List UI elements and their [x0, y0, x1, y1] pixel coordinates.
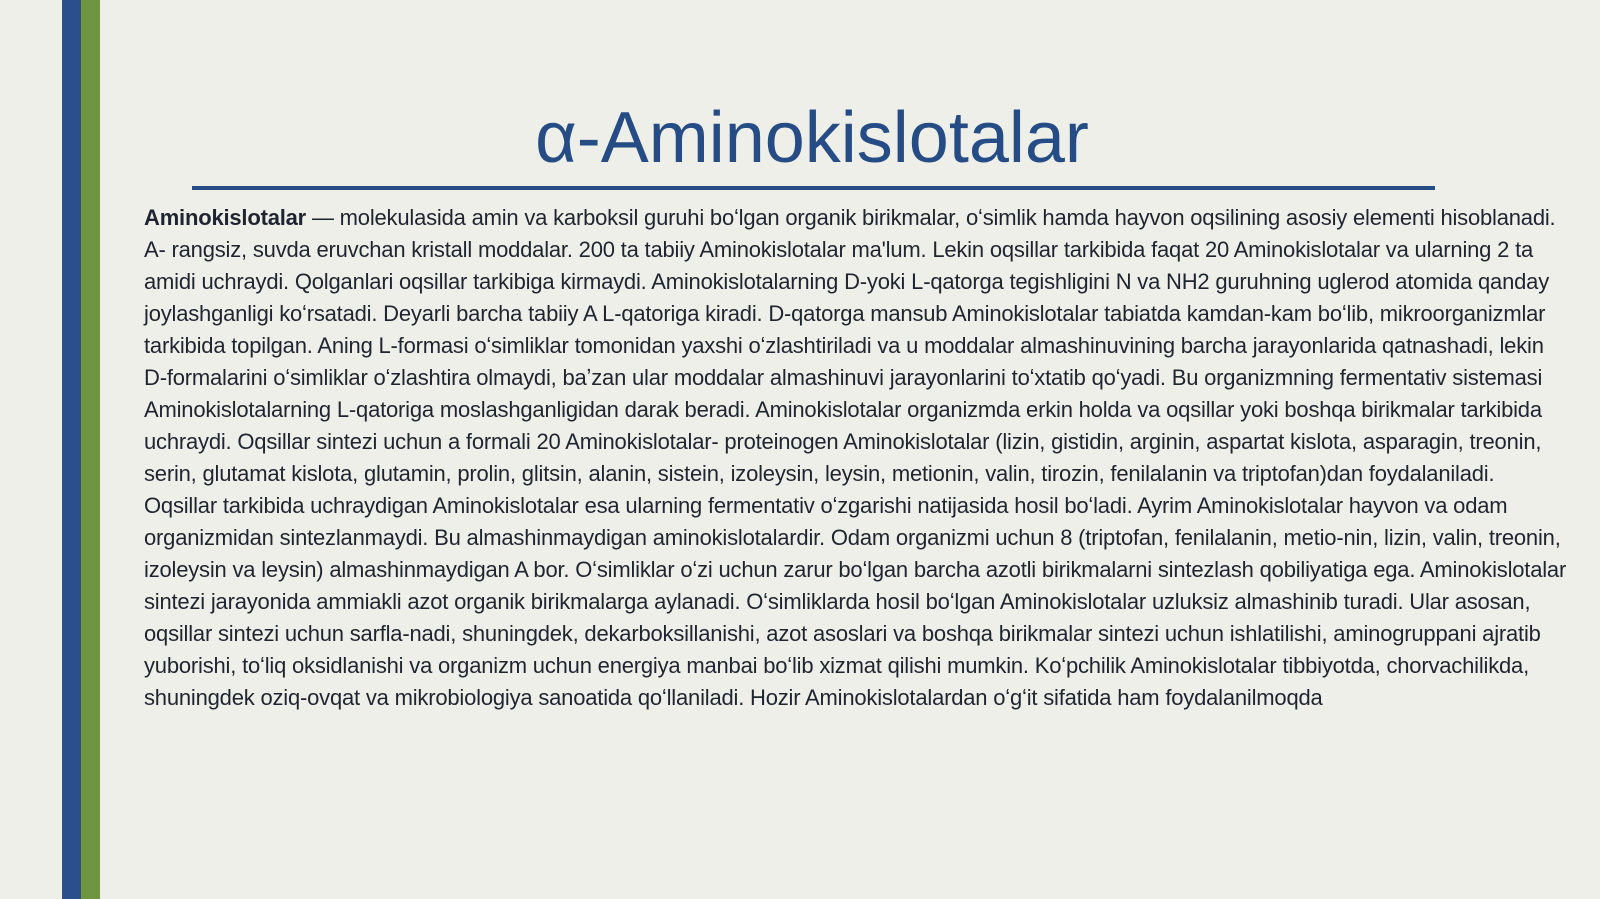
left-accent-bar-green: [81, 0, 100, 899]
definition-text: — molekulasida amin va karboksil guruhi boʻlgan organik birikmalar, oʻsimlik hamda hayvon oqsilining asosiy elementi hisoblanadi. A- rangsiz, suvda eruvchan kristall moddalar. 200 ta tabiiy Aminokislotalar ma'lum. Lekin oqsillar tarkibida faqat 20 Aminokislotalar va ularning 2 ta amidi uchraydi. Qolganlari oqsillar tarkibiga kirmaydi. Aminokislotalarning D-yoki L-qatorga tegishligini N va NH2 guruhning uglerod atomida qanday joylashganligi koʻrsatadi. Deyarli barcha tabiiy A L-qatoriga kiradi. D-qatorga mansub Aminokislotalar tabiatda kamdan-kam boʻlib, mikroorganizmlar tarkibida topilgan. Aning L-formasi oʻsimliklar tomonidan yaxshi oʻzlashtiriladi va u moddalar almashinuvining barcha jarayonlarida qatnashadi, lekin D-formalarini oʻsimliklar oʻzlashtira olmaydi, baʼzan ular moddalar almashinuvi jarayonlarini toʻxtatib qoʻyadi. Bu organizmning fermentativ sistemasi Aminokislotalarning L-qatoriga moslashganligidan darak beradi. Aminokislotalar organizmda erkin holda va oqsillar yoki boshqa birikmalar tarkibida uchraydi. Oqsillar sintezi uchun a formali 20 Aminokislotalar- proteinogen Aminokislotalar (lizin, gistidin, arginin, aspartat kislota, asparagin, treonin, serin, glutamat kislota, glutamin, prolin, glitsin, alanin, sistein, izoleysin, leysin, metionin, valin, tirozin, fenilalanin va triptofan)dan foydalaniladi. Oqsillar tarkibida uchraydigan Aminokislotalar esa ularning fermentativ oʻzgarishi natijasida hosil boʻladi. Ayrim Aminokislotalar hayvon va odam organizmidan sintezlanmaydi. Bu almashinmaydigan aminokislotalardir. Odam organizmi uchun 8 (triptofan, fenilalanin, metio-nin, lizin, valin, treonin, izoleysin va leysin) almashinmaydigan A bor. Oʻsimliklar oʻzi uchun zarur boʻlgan barcha azotli birikmalarni sintezlash qobiliyatiga ega. Aminokislotalar sintezi jarayonida ammiakli azot organik birikmalarga aylanadi. Oʻsimliklarda hosil boʻlgan Aminokislotalar uzluksiz almashinib turadi. Ular asosan, oqsillar sintezi uchun sarfla-nadi, shuningdek, dekarboksillanishi, azot asoslari va boshqa birikmalar sintezi uchun ishlatilishi, aminogruppani ajratib yuborishi, toʻliq oksidlanishi va organizm uchun energiya manbai boʻlib xizmat qilishi mumkin. Koʻpchilik Aminokislotalar tibbiyotda, chorvachilikda, shuningdek oziq-ovqat va mikrobiologiya sanoatida qoʻllaniladi. Hozir Aminokislotalardan oʻgʻit sifatida ham foydalanilmoqda: [144, 205, 1567, 710]
term-bold: Aminokislotalar: [144, 205, 307, 230]
slide-body-paragraph: [144, 202, 1572, 714]
slide-title: α-Aminokislotalar: [535, 98, 1089, 178]
title-underline: [192, 186, 1435, 190]
left-accent-bar-blue: [62, 0, 81, 899]
